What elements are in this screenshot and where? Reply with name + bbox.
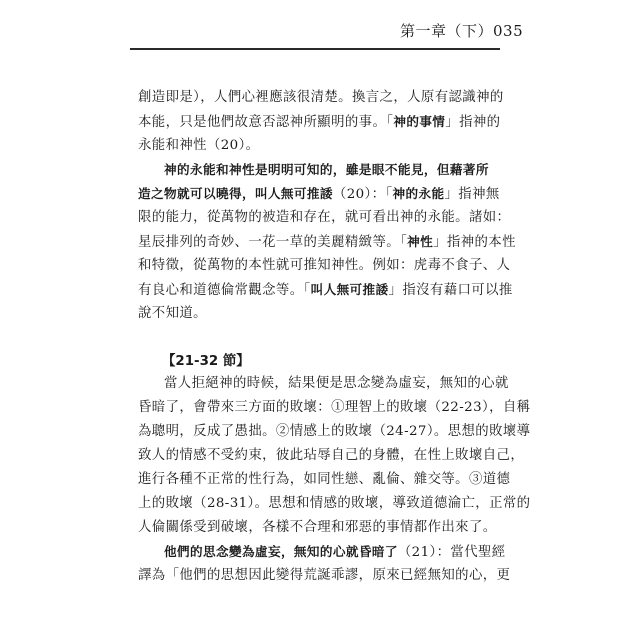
emphasis: 叫人無可推諉 bbox=[310, 282, 389, 297]
text-line: 永能和神性（20）。 bbox=[138, 138, 260, 153]
text-line: 昏暗了，會帶來三方面的敗壞：①理智上的敗壞（22-23），自稱 bbox=[138, 400, 531, 415]
running-header: 第一章（下）035 bbox=[400, 22, 524, 40]
text-line: 進行各種不正常的性行為，如同性戀、亂倫、雜交等。③道德 bbox=[138, 472, 511, 487]
text-line: 本能，只是他們故意否認神所顯明的事。「神的事情」指神的 bbox=[138, 114, 501, 130]
text-line: 當人拒絕神的時候，結果便是思念變為虛妄，無知的心就 bbox=[164, 376, 509, 391]
quoted-verse: 他們的思念變為虛妄，無知的心就昏暗了 bbox=[164, 544, 398, 559]
emphasis: 神性 bbox=[407, 234, 434, 249]
text-line: 為聰明，反成了愚拙。②情感上的敗壞（24-27）。思想的敗壞導 bbox=[138, 424, 531, 439]
text-line: 限的能力，從萬物的被造和存在，就可看出神的永能。諸如： bbox=[138, 210, 511, 225]
quoted-verse: 造之物就可以曉得，叫人無可推諉 bbox=[138, 186, 333, 201]
emphasis: 神的事情 bbox=[393, 114, 446, 129]
text-line: 造之物就可以曉得，叫人無可推諉（20）：「神的永能」指神無 bbox=[138, 186, 500, 202]
text-line: 和特徵，從萬物的本性就可推知神性。例如：虎毒不食子、人 bbox=[138, 258, 511, 273]
text-line bbox=[164, 160, 498, 181]
quoted-verse: 神的永能和神性是明明可知的，雖是眼不能見，但藉著所 bbox=[164, 162, 489, 177]
text-line: 上的敗壞（28-31）。思想和情感的敗壞，導致道德淪亡，正常的 bbox=[138, 496, 531, 511]
text-line: 譯為「他們的思想因此變得荒誕乖謬，原來已經無知的心，更 bbox=[138, 568, 511, 583]
text-line: 創造即是），人們心裡應該很清楚。換言之，人原有認識神的 bbox=[138, 90, 504, 105]
text-line: 他們的思念變為虛妄，無知的心就昏暗了（21）：當代聖經 bbox=[164, 544, 506, 560]
text-line: 人倫關係受到破壞，各樣不合理和邪惡的事情都作出來了。 bbox=[138, 520, 497, 535]
section-heading: 【21-32 節】 bbox=[162, 354, 250, 369]
text-line: 說不知道。 bbox=[138, 306, 207, 321]
text-line: 致人的情感不受約束，彼此玷辱自己的身體，在性上敗壞自己， bbox=[138, 448, 525, 463]
text-line: 星辰排列的奇妙、一花一草的美麗精緻等。「神性」指神的本性 bbox=[138, 234, 516, 250]
emphasis: 神的永能 bbox=[392, 186, 445, 201]
header-rule bbox=[130, 48, 500, 50]
text-line: 有良心和道德倫常觀念等。「叫人無可推諉」指沒有藉口可以推 bbox=[138, 282, 513, 298]
